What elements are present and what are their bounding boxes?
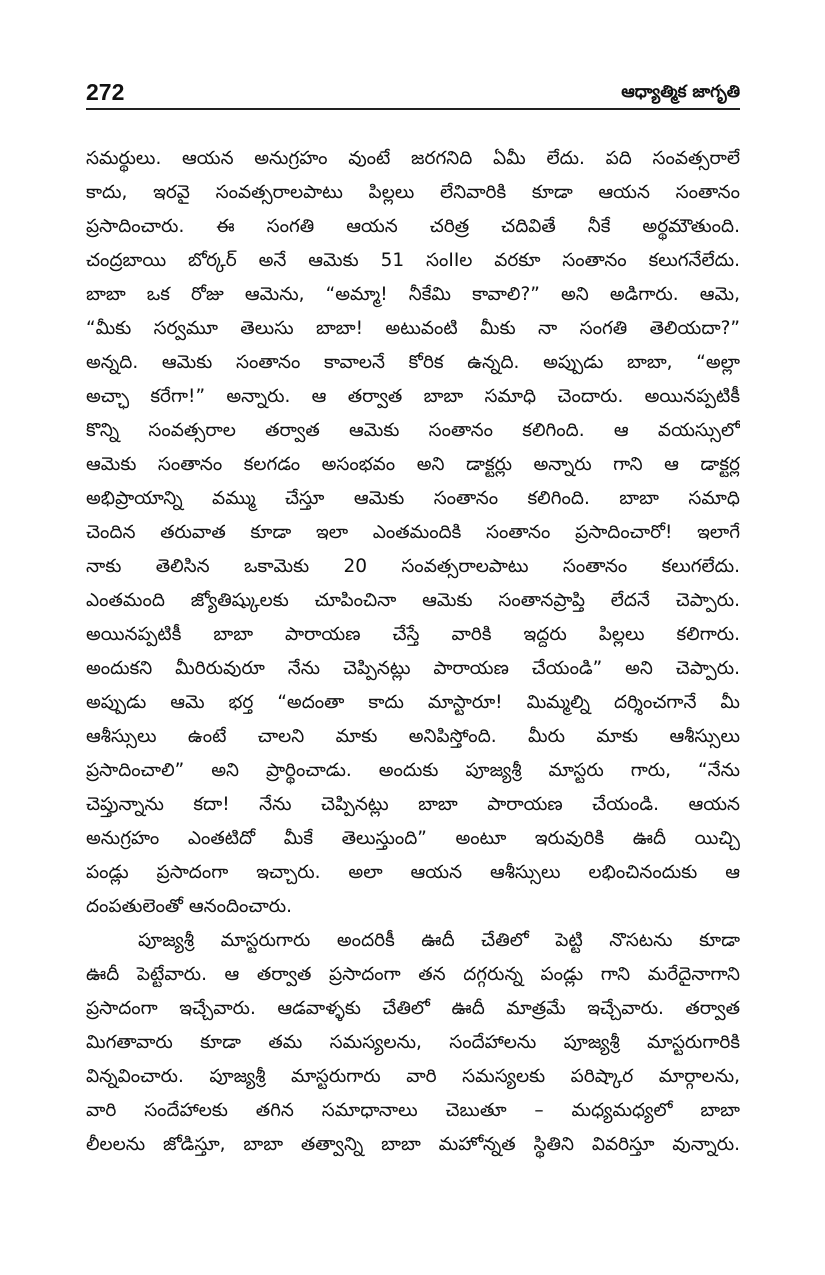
text-line: బాబా ఒక రోజు ఆమెను, “అమ్మా! నీకేమి కావాలి?” అని అడిగారు. ఆమె, [86, 284, 740, 305]
text-line: అన్నది. ఆమెకు సంతానం కావాలనే కోరిక ఉన్నది. అప్పుడు బాబా, “అల్లా [86, 352, 740, 373]
text-line: అభిప్రాయాన్ని వమ్ము చేస్తూ ఆమెకు సంతానం కలిగింది. బాబా సమాధి [86, 488, 740, 509]
text-line: దంపతులెంతో ఆనందించారు. [86, 896, 293, 917]
text-line: అందుకని మీరిరువురూ నేను చెప్పినట్లు పారాయణ చేయండి” అని చెప్పారు. [86, 658, 740, 679]
header-divider [86, 108, 740, 110]
text-line: చెప్తున్నాను కదా! నేను చెప్పినట్లు బాబా పారాయణ చేయండి. ఆయన [86, 794, 740, 815]
text-line: అప్పుడు ఆమె భర్త “అదంతా కాదు మాస్టారూ! మిమ్మల్ని దర్శించగానే మీ [86, 692, 740, 713]
paragraph [86, 142, 740, 924]
text-line: ప్రసాదంగా ఇచ్చేవారు. ఆడవాళ్ళకు చేతిలో ఊదీ మాత్రమే ఇచ్చేవారు. తర్వాత [86, 998, 740, 1019]
text-line: ఆశీస్సులు ఉంటే చాలని మాకు అనిపిస్తోంది. మీరు మాకు ఆశీస్సులు [86, 726, 740, 747]
text-line: పూజ్యశ్రీ మాస్టరుగారు అందరికీ ఊదీ చేతిలో పెట్టి నొసటను కూడా [138, 930, 740, 951]
page-body [86, 142, 740, 1162]
text-line: చెందిన తరువాత కూడా ఇలా ఎంతమందికి సంతానం ప్రసాదించారో! ఇలాగే [86, 522, 740, 543]
text-line: అయినప్పటికీ బాబా పారాయణ చేస్తే వారికి ఇద్దరు పిల్లలు కలిగారు. [86, 624, 740, 645]
text-line: విన్నవించారు. పూజ్యశ్రీ మాస్టరుగారు వారి సమస్యలకు పరిష్కార మార్గాలను, [86, 1066, 740, 1087]
page-number: 272 [86, 79, 125, 105]
text-line: ఎంతమంది జ్యోతిష్కులకు చూపించినా ఆమెకు సంతానప్రాప్తి లేదనే చెప్పారు. [86, 590, 740, 611]
text-line: కాదు, ఇరవై సంవత్సరాలపాటు పిల్లలు లేనివారికి కూడా ఆయన సంతానం [86, 182, 740, 203]
text-line: కొన్ని సంవత్సరాల తర్వాత ఆమెకు సంతానం కలిగింది. ఆ వయస్సులో [86, 420, 740, 441]
text-line: ప్రసాదించాలి” అని ప్రార్థించాడు. అందుకు పూజ్యశ్రీ మాస్టరు గారు, “నేను [86, 760, 740, 781]
text-line: చంద్రబాయి బోర్కర్ అనే ఆమెకు 51 సంIIల వరకూ సంతానం కలుగనేలేదు. [86, 250, 740, 271]
text-line: నాకు తెలిసిన ఒకామెకు 20 సంవత్సరాలపాటు సంతానం కలుగలేదు. [86, 556, 740, 577]
paragraph [86, 924, 740, 1162]
text-line: ఊదీ పెట్టేవారు. ఆ తర్వాత ప్రసాదంగా తన దగ్గరున్న పండ్లు గాని మరేదైనాగాని [86, 964, 740, 985]
text-line: పండ్లు ప్రసాదంగా ఇచ్చారు. అలా ఆయన ఆశీస్సులు లభించినందుకు ఆ [86, 862, 740, 883]
page-header [86, 78, 740, 108]
text-line: ఆమెకు సంతానం కలగడం అసంభవం అని డాక్టర్లు అన్నారు గాని ఆ డాక్టర్ల [86, 454, 740, 475]
text-line: లీలలను జోడిస్తూ, బాబా తత్వాన్ని బాబా మహోన్నత స్థితిని వివరిస్తూ వున్నారు. [86, 1134, 740, 1155]
text-line: “మీకు సర్వమూ తెలుసు బాబా! అటువంటి మీకు నా సంగతి తెలియదా?” [86, 318, 740, 339]
text-line: సమర్థులు. ఆయన అనుగ్రహం వుంటే జరగనిది ఏమీ లేదు. పది సంవత్సరాలే [86, 148, 740, 169]
text-line: అనుగ్రహం ఎంతటిదో మీకే తెలుస్తుంది” అంటూ ఇరువురికి ఊదీ యిచ్చి [86, 828, 740, 849]
text-line: మిగతావారు కూడా తమ సమస్యలను, సందేహాలను పూజ్యశ్రీ మాస్టరుగారికి [86, 1032, 740, 1053]
running-title: ఆధ్యాత్మిక జాగృతి [621, 82, 740, 102]
text-line: అచ్ఛా కరేగా!” అన్నారు. ఆ తర్వాత బాబా సమాధి చెందారు. అయినప్పటికీ [86, 386, 740, 407]
text-line: వారి సందేహాలకు తగిన సమాధానాలు చెబుతూ – మధ్యమధ్యలో బాబా [86, 1100, 740, 1121]
text-line: ప్రసాదించారు. ఈ సంగతి ఆయన చరిత్ర చదివితే నీకే అర్థమౌతుంది. [86, 216, 740, 237]
